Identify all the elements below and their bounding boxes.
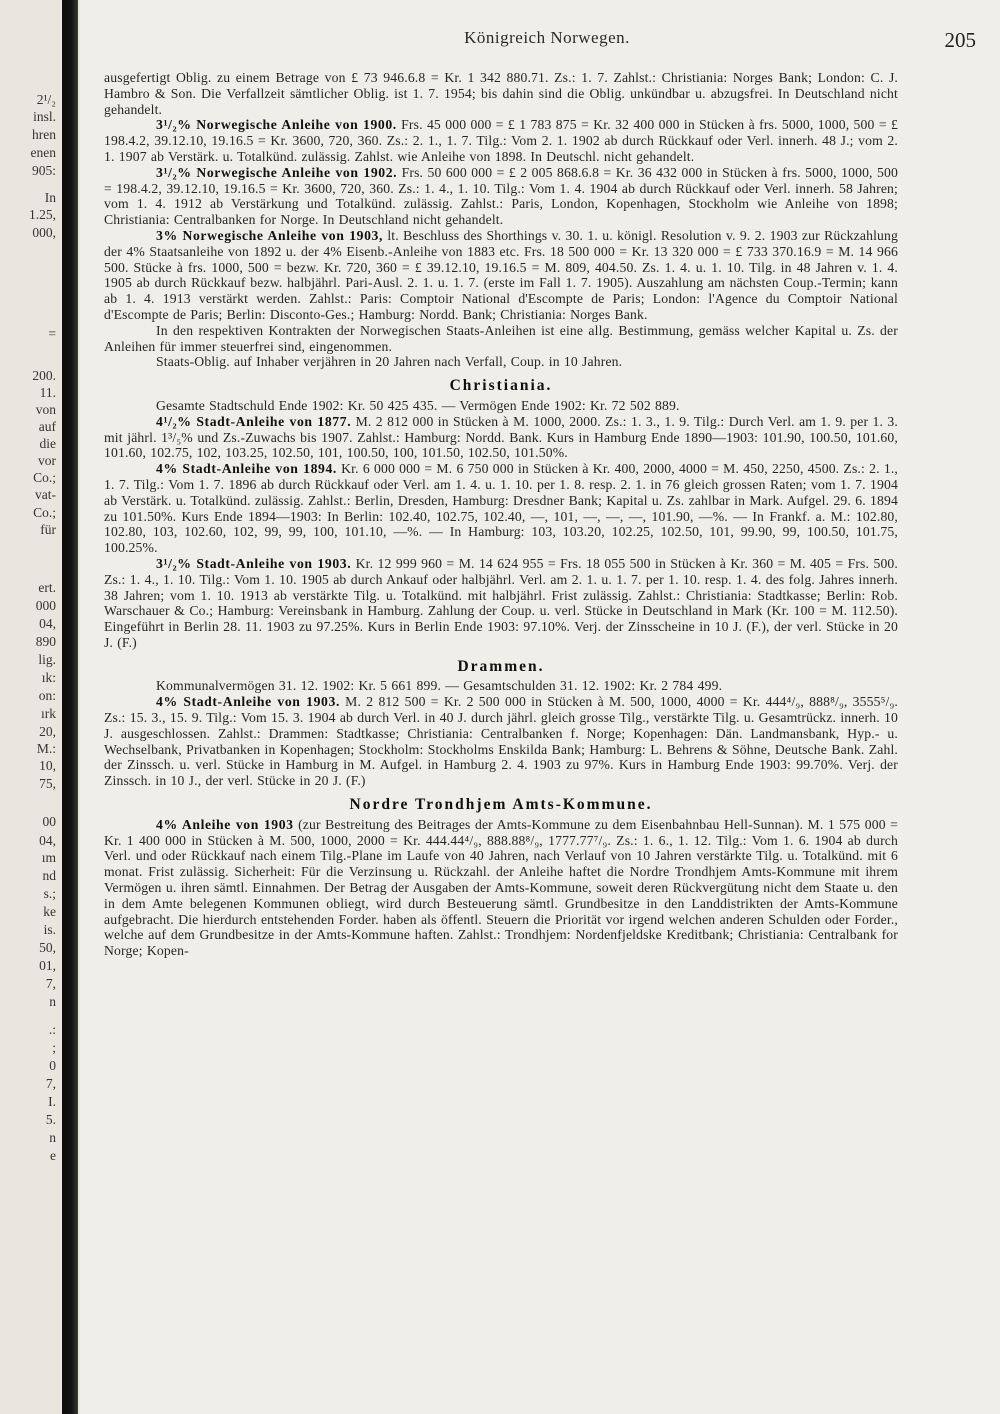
prescription-note-paragraph: Staats-Oblig. auf Inhaber verjähren in 20 Jahren nach Verfall, Coup. in 10 Jahren. xyxy=(156,354,623,370)
margin-fragment: = xyxy=(48,326,56,341)
margin-fragment: n xyxy=(49,1130,56,1145)
margin-fragment: insl. xyxy=(33,109,56,124)
drammen-loan-1903-text: M. 2 812 500 = Kr. 2 500 000 in Stücken à M. 500, 1000, 4000 = Kr. 444⁴/₉, 888⁸/₉, 3555⁵/₉. Zs.: 15. 3., 15. 9. Tilg.: Vom 15. 3. 1904 ab durch Verl. in 40 J. durch jährl. gleich grosse Tilg., verstärkte Tilg. u. Gesamtrückz. innerh. 10 J. ausgeschlossen. Zahlst.: Drammen: Stadtkasse; Christiania: Centralbanken f. Norge; Kopenhagen: Dän. Landmansbank, Hyp.- u. Wechselbank, Privatbanken in Kopenhagen; Stockholm: Stockholms Enskilda Bank; Hamburg: L. Behrens & Söhne, Deutsche Bank. Zahl. der Zinssch. u. verl. Stücke in Hamburg in M. Aufgel. in Hamburg 2. 4. 1903 zu 97%. Kurs in Hamburg Ende 1903: 99.70%. Verj. der Zinssch. in 10 J., der verl. Stücke in 20 J. (F.) xyxy=(104,694,899,789)
margin-fragment: 10, xyxy=(39,758,56,773)
margin-fragment: auf xyxy=(38,419,56,434)
margin-fragment: M.: xyxy=(36,741,56,756)
margin-fragment: 04, xyxy=(39,833,56,848)
christiania-loan-1877-title: 4¹/₂% Stadt-Anleihe von 1877. xyxy=(156,413,352,429)
adjacent-page-margin xyxy=(0,0,62,1414)
margin-fragment: hren xyxy=(32,127,56,142)
margin-fragment: ; xyxy=(52,1040,56,1055)
margin-fragment: 00 xyxy=(42,814,56,829)
margin-fragment: enen xyxy=(30,145,56,160)
loan-1902-paragraph xyxy=(104,165,898,228)
loan-1903-text: lt. Beschluss des Shorthings v. 30. 1. u. königl. Resolution v. 9. 2. 1903 zur Rückzahlung der 4% Staatsanleihe von 1892 u. der 4% Eisenb.-Anleihe von 1883 etc. Frs. 18 500 000 = Kr. 13 320 000 = £ 733 370.16.9 = M. 14 966 500. Stücke à frs. 1000, 500 = bezw. Kr. 720, 360 = £ 39.12.10, 19.16.5 = M. 809, 404.50. Zs. 1. 4. u. 1. 10. Tilg. in 48 Jahren v. 1. 4. 1905 ab durch Rückkauf bezw. halbjährl. Pari-Ausl. 2. 1. u. 1. 7. (erste im Fall 1. 7. 1905). Auszahlung am nächsten Coup.-Termin; kann ab 1. 4. 1913 verstärkt werden. Zahlst.: Paris: Comptoir National d'Escompte de Paris; London: l'Agence du Comptoir National d'Escompte de Paris; Berlin: Disconto-Ges.; Hamburg: Nordd. Bank; Christiania: Norges Bank. xyxy=(104,227,899,322)
page-number: 205 xyxy=(944,28,976,52)
drammen-heading: Drammen. xyxy=(457,657,545,675)
margin-fragment: on: xyxy=(38,688,56,703)
margin-fragment: 5. xyxy=(45,1112,56,1127)
page xyxy=(80,0,1000,1414)
continuation-paragraph: ausgefertigt Oblig. zu einem Betrage von £ 73 946.6.8 = Kr. 1 342 880.71. Zs.: 1. 7. Zahlst.: Christiania: Norges Bank; London: C. J. Hambro & Son. Die Verfallzeit sämtlicher Oblig. ist 1. 7. 1954; bis dahin sind die Oblig. unkündbar u. abzugsfrei. In Deutschland nicht gehandelt. xyxy=(104,70,898,117)
margin-fragment: 11. xyxy=(39,385,56,400)
drammen-loan-1903 xyxy=(104,694,898,789)
book-gutter xyxy=(62,0,78,1414)
loan-1902-text: Frs. 50 600 000 = £ 2 005 868.6.8 = Kr. 36 432 000 in Stücken à frs. 5000, 1000, 500 = 198.4.2, 39.12.10, 19.16.5 = Kr. 3600, 720, 360. Zs.: 1. 4., 1. 10. Tilg.: Vom 1. 4. 1904 ab durch Rückkauf oder Verl. innerh. 58 Jahren; vom 1. 4. 1912 ab Verstärkung und Totalkünd. zulässig. Zahlst.: Paris, London, Kopenhagen, Stockholm wie Anleihe von 1898; Christiania: Centralbanken for Norge. In Deutschland nicht gehandelt. xyxy=(104,164,898,228)
margin-fragment: vor xyxy=(38,453,56,468)
margin-fragment: 7, xyxy=(45,976,56,991)
margin-fragment: 50, xyxy=(39,940,56,955)
drammen-assets: Kommunalvermögen 31. 12. 1902: Kr. 5 661 899. — Gesamtschulden 31. 12. 1902: Kr. 2 784 499. xyxy=(156,678,723,694)
margin-fragment: ık: xyxy=(41,670,56,685)
tax-note-paragraph: In den respektiven Kontrakten der Norwegischen Staats-Anleihen ist eine allg. Bestimmung, gemäss welcher Kapital u. Zs. der Anleihen für immer steuerfrei sind, eingenommen. xyxy=(104,322,898,354)
margin-fragment: vat- xyxy=(35,487,56,502)
christiania-loan-1894 xyxy=(104,461,898,556)
loan-1902-title: 3¹/₂% Norwegische Anleihe von 1902. xyxy=(156,164,398,180)
margin-fragment: 2¹/₂ xyxy=(36,92,56,107)
margin-fragment: 200. xyxy=(32,368,56,383)
margin-fragment: Co.; xyxy=(33,470,56,485)
margin-fragment: 0 xyxy=(49,1058,56,1073)
margin-fragment: für xyxy=(40,522,56,537)
margin-fragment: I. xyxy=(48,1094,56,1109)
margin-fragment: ke xyxy=(43,904,56,919)
christiania-loan-1877-text: M. 2 812 000 in Stücken à M. 1000, 2000. Zs.: 1. 3., 1. 9. Tilg.: Durch Verl. am 1. 9. per 1. 3. mit jährl. 1³/₅% und Zs.-Zuwachs bis 1907. Zahlst.: Hamburg: Nordd. Bank. Kurs in Hamburg Ende 1890—1903: 101.90, 100.50, 101.60, 101.60, 102.75, 102, 103.25, 102.50, 101, 100.50, 100, 101.50, 102.50, 101.50%. xyxy=(104,413,898,461)
margin-fragment: s.; xyxy=(43,886,56,901)
trondhjem-loan-1903-text: (zur Bestreitung des Beitrages der Amts-Kommune zu dem Eisenbahnbau Hell-Sunnan). M. 1 575 000 = Kr. 1 400 000 in Stücken à M. 500, 1000, 2000 = Kr. 444.44⁴/₉, 888.88⁸/₉, 1777.77⁷/₉. Zs.: 1. 6., 1. 12. Tilg.: Vom 1. 6. 1904 ab durch Verl. und oder Rückkauf nach einem Tilg.-Plane im Laufe von 40 Jahren, nach Verlauf von 10 Jahren verstärkte Tilg. u. Totalkünd. mit 6 monat. Frist zulässig. Sicherheit: Für die Verzinsung u. Rückzahl. der Anleihe haftet die Nordre Trondhjem Amts-Kommune mit ihrem Vermögen u. ihren sämtl. Einnahmen. Der Betrag der Ausgaben der Amts-Kommune, soweit deren Rückvergütung nicht dem Staate u. den in dem Amte belegenen Kommunen obliegt, wird durch Besteuerung sämtl. Grundbesitze in den Landdistrikten der Amts-Kommune aufgebracht. Die hierdurch entstehenden Forder. haben als öffentl. Steuern die Priorität vor irgend welchen anderen Schulden oder Forder., welche auf dem Grundbesitze in der Amts-Kommune haften. Zahlst.: Trondhjem: Nordenfjeldske Kreditbank; Christiania: Centralbank for Norge; Kopen- xyxy=(104,816,899,959)
loan-1900-text: Frs. 45 000 000 = £ 1 783 875 = Kr. 32 400 000 in Stücken à frs. 5000, 1000, 500 = £ 198.4.2, 39.12.10, 19.16.5 = Kr. 3600, 720, 360. Zs.: 2. 1., 1. 7. Tilg.: Vom 2. 1. 1902 ab durch Rückkauf oder Verl. innerh. 48 J.; vom 2. 1. 1907 ab Verstärk. u. Totalkünd. zulässig. Zahlst. wie Anleihe von 1898. In Deutschl. nicht gehandelt. xyxy=(104,117,898,164)
margin-fragment: 04, xyxy=(39,616,56,631)
christiania-heading: Christiania. xyxy=(449,377,553,395)
christiania-loan-1894-title: 4% Stadt-Anleihe von 1894. xyxy=(156,461,337,477)
margin-fragment: .: xyxy=(48,1022,56,1037)
margin-fragment: 905: xyxy=(31,163,56,178)
christiania-loan-1903 xyxy=(104,556,898,651)
trondhjem-heading: Nordre Trondhjem Amts-Kommune. xyxy=(349,796,653,814)
christiania-loan-1903-title: 3¹/₂% Stadt-Anleihe von 1903. xyxy=(156,555,352,571)
margin-fragment: Co.; xyxy=(33,505,56,520)
margin-fragment: 890 xyxy=(35,634,56,649)
christiania-loan-1894-text: Kr. 6 000 000 = M. 6 750 000 in Stücken à Kr. 400, 2000, 4000 = M. 450, 2250, 4500. Zs.: 2. 1., 1. 7. Tilg.: Vom 1. 7. 1896 ab durch Rückkauf oder Verl. am 1. 4. u. 1. 10. per 1. 8. resp. 2. 1. in 76 gleich grossen Raten; vom 1. 7. 1904 ab Verstärk. u. Totalkünd. zulässig. Zahlst.: Berlin, Dresden, Hamburg: Dresdner Bank; Kapital u. Zs. zahlbar in Mark. Aufgel. 29. 6. 1894 zu 101.50%. Kurs Ende 1894—1903: In Berlin: 102.40, 102.75, 102.40, —, 101, —, —, —, 101.90, —%. — In Frankf. a. M.: 102.80, 102.80, 103, 102.60, 102, 99, 99, 100, 101.10, —%. — In Hamburg: 103, 103.20, 102.25, 102.50, 101, 99.90, 99, 100.50, 101.75, 100.25%. xyxy=(104,461,899,556)
margin-fragment: e xyxy=(50,1148,56,1163)
christiania-loan-1877 xyxy=(104,414,898,461)
christiania-debt: Gesamte Stadtschuld Ende 1902: Kr. 50 425 435. — Vermögen Ende 1902: Kr. 72 502 889. xyxy=(156,397,680,413)
page-title: Königreich Norwegen. xyxy=(464,28,630,47)
margin-fragment: lig. xyxy=(38,652,56,667)
margin-fragment: 01, xyxy=(39,958,56,973)
margin-fragment: In xyxy=(44,190,56,205)
margin-fragment: ırk xyxy=(41,706,56,721)
running-header xyxy=(106,28,988,54)
margin-fragment: 75, xyxy=(39,776,56,791)
margin-fragment: 000 xyxy=(35,598,56,613)
loan-1900-paragraph xyxy=(104,117,898,164)
margin-fragment: is. xyxy=(43,922,56,937)
margin-fragment: 7, xyxy=(45,1076,56,1091)
drammen-loan-1903-title: 4% Stadt-Anleihe von 1903. xyxy=(156,694,340,710)
margin-fragment: 000, xyxy=(32,225,56,240)
christiania-loan-1903-text: Kr. 12 999 960 = M. 14 624 955 = Frs. 18 055 500 in Stücken à Kr. 360 = M. 405 = Frs. 500. Zs.: 1. 4., 1. 10. Tilg.: Vom 1. 10. 1905 ab durch Ankauf oder halbjährl. Verl. am 2. 1. u. 1. 7. per 1. 10. resp. 1. 4. des folg. Jahres innerh. 38 Jahren; vom 1. 10. 1913 ab verstärkte Tilg. u. Totalkünd. mit halbjährl. Frist zulässig. Zahlst.: Christiania: Stadtkasse; Berlin: Rob. Warschauer & Co.; Hamburg: Vereinsbank in Hamburg. Zahlung der Coup. u. verl. Stücke in Deutschland in Mark (Kr. 100 = M. 112.50). Eingeführt in Berlin 28. 11. 1903 zu 97.25%. Kurs in Berlin Ende 1903: 97.10%. Verj. der Zinsscheine in 10 J. (F.), der verl. Stücke in 20 J. (F.) xyxy=(104,555,898,650)
margin-fragment: ım xyxy=(41,850,56,865)
loan-1900-title: 3¹/₂% Norwegische Anleihe von 1900. xyxy=(156,117,397,133)
margin-fragment: 1.25, xyxy=(29,207,56,222)
margin-fragment: nd xyxy=(42,868,56,883)
margin-fragment: die xyxy=(39,436,56,451)
trondhjem-loan-1903 xyxy=(104,817,898,959)
margin-fragment: ert. xyxy=(38,580,56,595)
margin-fragment: 20, xyxy=(39,724,56,739)
margin-fragment: n xyxy=(49,994,56,1009)
page-body xyxy=(104,70,898,959)
loan-1903-title: 3% Norwegische Anleihe von 1903, xyxy=(156,227,384,243)
margin-fragment: von xyxy=(35,402,56,417)
loan-1903-paragraph xyxy=(104,228,898,323)
trondhjem-loan-1903-title: 4% Anleihe von 1903 xyxy=(156,816,294,832)
